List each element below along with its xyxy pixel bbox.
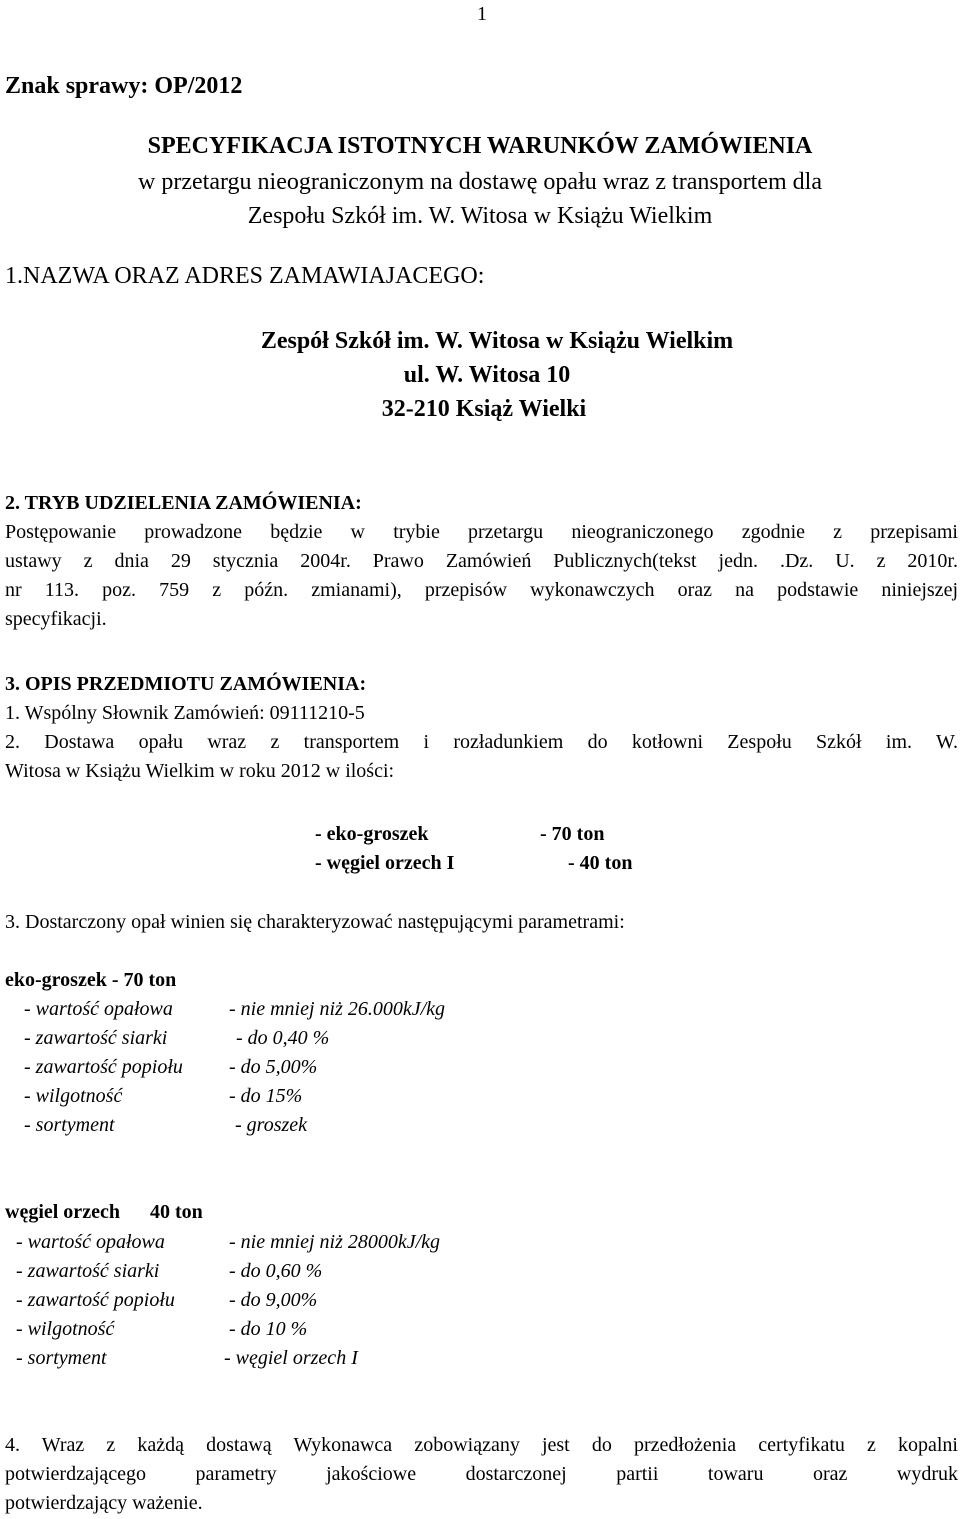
wegiel-orzech-heading xyxy=(5,1198,203,1227)
wegiel-param-label-1: - wartość opałowa xyxy=(16,1231,165,1253)
eko-param-value-4: - do 15% xyxy=(229,1085,303,1107)
document-subtitle-line-2: Zespołu Szkół im. W. Witosa w Książu Wielkim xyxy=(247,203,713,229)
section-4-line-2: potwierdzającego parametry jakościowe dostarczonej partii towaru oraz wydruk xyxy=(5,1463,958,1485)
document-subtitle-line-1: w przetargu nieograniczonym na dostawę opału wraz z transportem dla xyxy=(138,169,822,195)
eko-param-label-2: - zawartość siarki xyxy=(24,1027,168,1049)
delivery-line-2: Witosa w Książu Wielkim w roku 2012 w ilości: xyxy=(5,760,395,782)
wegiel-param-label-2: - zawartość siarki xyxy=(16,1260,160,1282)
wegiel-param-value-4: - do 10 % xyxy=(229,1318,308,1340)
wegiel-orzech-name: węgiel orzech xyxy=(5,1201,120,1223)
address-line-1: Zespół Szkół im. W. Witosa w Książu Wielkim xyxy=(260,328,734,354)
wegiel-param-value-2: - do 0,60 % xyxy=(229,1260,323,1282)
eko-param-value-1: - nie mniej niż 26.000kJ/kg xyxy=(229,998,446,1020)
wegiel-param-label-4: - wilgotność xyxy=(16,1318,115,1340)
delivery-paragraph xyxy=(5,728,958,786)
quantity-name-eko-groszek: - eko-groszek xyxy=(315,823,429,845)
section-4-line-3: potwierdzający ważenie. xyxy=(5,1492,203,1514)
section-4-paragraph xyxy=(5,1431,958,1518)
eko-param-label-1: - wartość opałowa xyxy=(24,998,173,1020)
eko-param-value-5: - groszek xyxy=(235,1114,308,1136)
section-2-line-2: ustawy z dnia 29 stycznia 2004r. Prawo Zamówień Publicznych(tekst jedn. .Dz. U. z 2010r. xyxy=(5,550,958,572)
quantity-name-wegiel: - węgiel orzech I xyxy=(315,852,455,874)
section-2-heading: 2. TRYB UDZIELENIA ZAMÓWIENIA: xyxy=(5,492,362,514)
document-title: SPECYFIKACJA ISTOTNYCH WARUNKÓW ZAMÓWIENIA xyxy=(147,133,813,159)
eko-groszek-amount: - 70 ton xyxy=(111,969,177,991)
eko-param-value-2: - do 0,40 % xyxy=(236,1027,330,1049)
cpv-code: 1. Wspólny Słownik Zamówień: 09111210-5 xyxy=(5,702,365,724)
section-2-line-1: Postępowanie prowadzone będzie w trybie przetargu nieograniczonego zgodnie z przepisami xyxy=(5,521,958,543)
section-3-heading: 3. OPIS PRZEDMIOTU ZAMÓWIENIA: xyxy=(5,673,367,695)
wegiel-param-value-1: - nie mniej niż 28000kJ/kg xyxy=(229,1231,441,1253)
section-1-heading: 1.NAZWA ORAZ ADRES ZAMAWIAJACEGO: xyxy=(5,263,485,289)
eko-param-label-3: - zawartość popiołu xyxy=(24,1056,183,1078)
wegiel-param-value-5: - węgiel orzech I xyxy=(224,1347,358,1369)
page-number: 1 xyxy=(477,3,487,25)
wegiel-orzech-amount: 40 ton xyxy=(149,1201,203,1223)
eko-groszek-name: eko-groszek xyxy=(5,969,107,991)
parameters-intro: 3. Dostarczony opał winien się charakteryzować następującymi parametrami: xyxy=(5,911,625,933)
quantity-amount-eko-groszek: - 70 ton xyxy=(540,823,605,845)
section-2-line-3: nr 113. poz. 759 z późn. zmianami), przepisów wykonawczych oraz na podstawie niniejszej xyxy=(5,579,958,601)
eko-param-value-3: - do 5,00% xyxy=(229,1056,318,1078)
case-reference: Znak sprawy: OP/2012 xyxy=(5,73,243,99)
eko-groszek-heading xyxy=(5,966,176,995)
eko-param-label-4: - wilgotność xyxy=(24,1085,123,1107)
wegiel-param-label-3: - zawartość popiołu xyxy=(16,1289,175,1311)
address-line-3: 32-210 Książ Wielki xyxy=(381,396,587,422)
section-4-line-1: 4. Wraz z każdą dostawą Wykonawca zobowiązany jest do przedłożenia certyfikatu z kopalni xyxy=(5,1434,958,1456)
quantity-amount-wegiel: - 40 ton xyxy=(568,852,633,874)
address-line-2: ul. W. Witosa 10 xyxy=(403,362,571,388)
delivery-line-1: 2. Dostawa opału wraz z transportem i rozładunkiem do kotłowni Zespołu Szkół im. W. xyxy=(5,731,958,753)
wegiel-param-label-5: - sortyment xyxy=(16,1347,107,1369)
section-2-line-4: specyfikacji. xyxy=(5,608,107,630)
eko-param-label-5: - sortyment xyxy=(24,1114,115,1136)
wegiel-param-value-3: - do 9,00% xyxy=(229,1289,318,1311)
section-2-paragraph xyxy=(5,518,958,634)
